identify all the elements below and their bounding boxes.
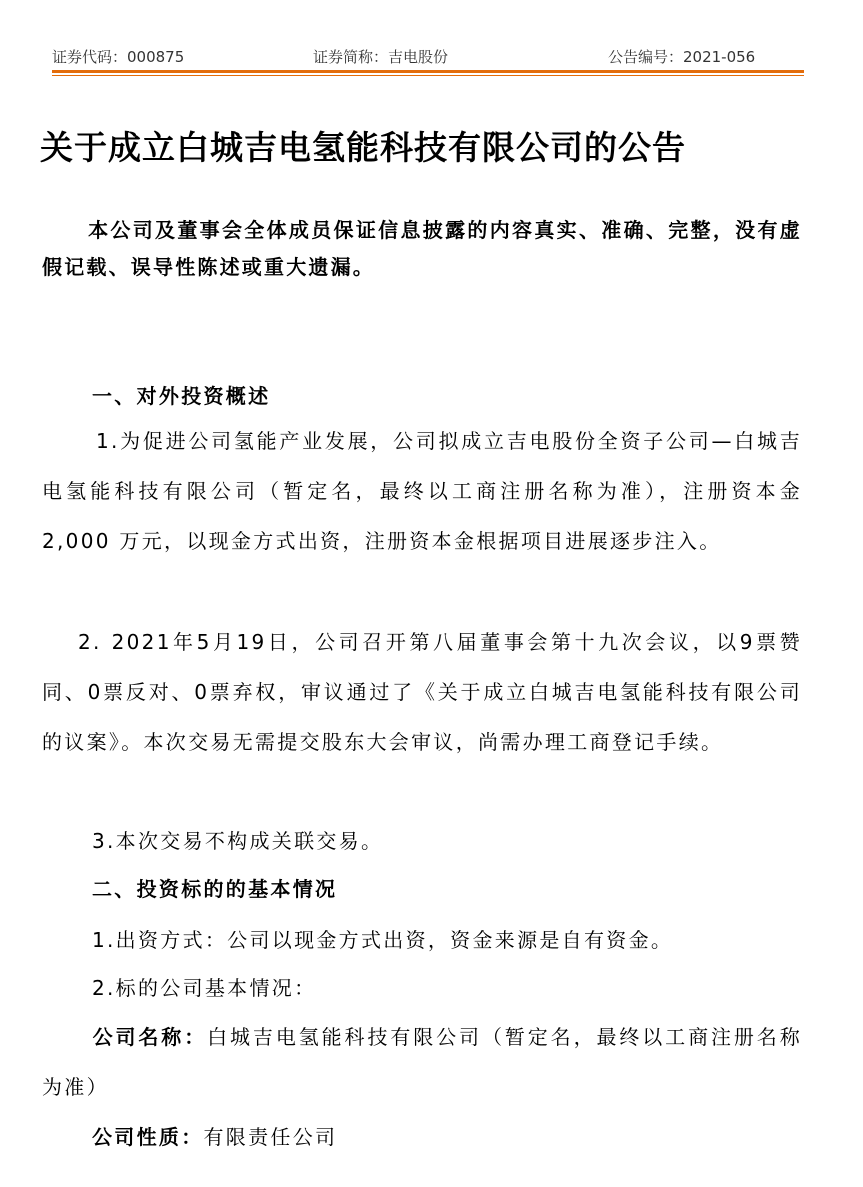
section1-paragraph-3: 3.本次交易不构成关联交易。 [92,829,384,853]
document-title: 关于成立白城吉电氢能科技有限公司的公告 [40,128,686,167]
header-rule-thin [52,75,804,76]
section1-heading: 一、对外投资概述 [92,384,271,408]
section2-paragraph-2: 2.标的公司基本情况： [92,976,317,1000]
section1-paragraph-1-text: 1.为促进公司氢能产业发展，公司拟成立吉电股份全资子公司—白城吉电氢能科技有限公司（暂定名，最终以工商注册名称为准），注册资本金 2,000 万元，以现金方式出资，注册资本金根据项目进展逐步注入。 [42,429,802,553]
section1-paragraph-2 [42,617,802,767]
company-type-row [92,1112,852,1162]
section2-heading: 二、投资标的的基本情况 [92,877,338,901]
company-name-row [42,1012,802,1112]
announcement-number: 公告编号：2021-056 [608,48,756,66]
company-type-value: 有限责任公司 [203,1125,338,1149]
board-statement-text: 本公司及董事会全体成员保证信息披露的内容真实、准确、完整，没有虚假记载、误导性陈述或重大遗漏。 [42,218,802,279]
header-rule-thick [52,70,804,73]
company-name-value: 白城吉电氢能科技有限公司（暂定名，最终以工商注册名称为准） [42,1025,802,1099]
section1-paragraph-1 [42,416,802,566]
stock-abbreviation: 证券简称：吉电股份 [313,48,449,66]
board-statement [42,212,802,286]
company-name-label: 公司名称： [92,1025,208,1049]
section1-paragraph-2-text: 2. 2021年5月19日，公司召开第八届董事会第十九次会议，以9票赞同、0票反对、0票弃权，审议通过了《关于成立白城吉电氢能科技有限公司的议案》。本次交易无需提交股东大会审议，尚需办理工商登记手续。 [42,630,802,754]
stock-code: 证券代码：000875 [52,48,185,66]
section2-paragraph-1: 1.出资方式：公司以现金方式出资，资金来源是自有资金。 [92,928,674,952]
company-type-label: 公司性质： [92,1125,204,1149]
